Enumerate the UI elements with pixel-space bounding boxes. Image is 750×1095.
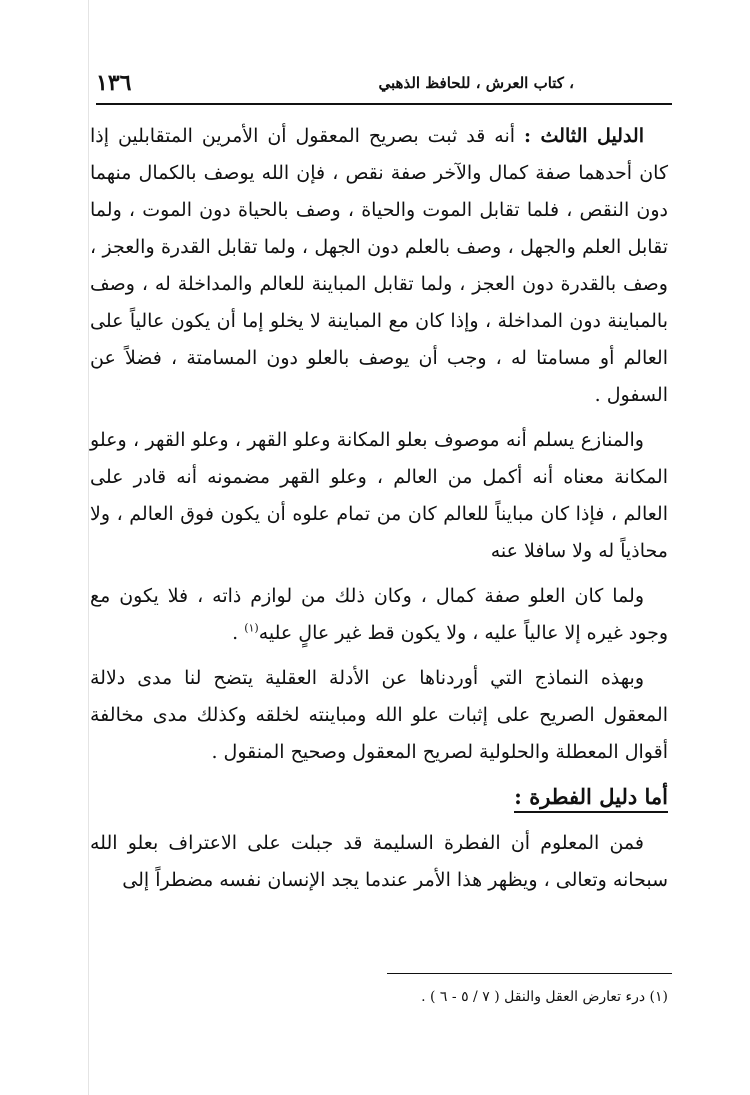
page-header bbox=[96, 70, 670, 98]
footnote-ref: (١) bbox=[244, 621, 259, 635]
paragraph-summary bbox=[90, 660, 668, 771]
paragraph-opponent bbox=[90, 422, 668, 570]
paragraph-lead: الدليل الثالث : bbox=[523, 125, 645, 147]
header-rule bbox=[96, 103, 672, 105]
paragraph-third-proof bbox=[90, 118, 668, 414]
paragraph-end: . bbox=[232, 622, 245, 644]
section-title-text: أما دليل الفطرة : bbox=[514, 784, 668, 813]
footnote: (١) درء تعارض العقل والنقل ( ٧ / ٥ - ٦ ) . bbox=[421, 989, 668, 1005]
section-title bbox=[90, 779, 668, 815]
page-number: ١٣٦ bbox=[96, 70, 132, 96]
body-text bbox=[90, 118, 668, 907]
scan-edge bbox=[88, 0, 89, 1095]
paragraph-highness bbox=[90, 578, 668, 652]
paragraph-text: فمن المعلوم أن الفطرة السليمة قد جبلت على الاعتراف بعلو الله سبحانه وتعالى ، ويظهر هذا الأمر عندما يجد الإنسان نفسه مضطراً إلى bbox=[90, 832, 668, 891]
paragraph-text: والمنازع يسلم أنه موصوف بعلو المكانة وعلو القهر ، وعلو القهر ، وعلو المكانة معناه أنه أكمل من العالم ، وعلو القهر مضمونه أنه قادر على العالم ، فإذا كان مبايناً للعالم كان من تمام علوه أن يكون فوق العالم ، ولا محاذياً له ولا سافلا عنه bbox=[90, 429, 668, 562]
paragraph-text: ولما كان العلو صفة كمال ، وكان ذلك من لوازم ذاته ، فلا يكون مع وجود غيره إلا عالياً عليه ، ولا يكون قط غير عالٍ عليه bbox=[90, 585, 668, 644]
paragraph-text: أنه قد ثبت بصريح المعقول أن الأمرين المتقابلين إذا كان أحدهما صفة كمال والآخر صفة نقص ، فإن الله يوصف بالكمال منهما دون النقص ، فلما تقابل الموت والحياة ، وصف بالحياة دون الموت ، ولما تقابل العلم والجهل ، وصف بالعلم دون الجهل ، ولما تقابل القدرة والعجز ، وصف بالقدرة دون العجز ، ولما تقابل المباينة للعالم والمداخلة له ، وصف بالمباينة دون المداخلة ، وإذا كان مع المباينة لا يخلو إما أن يكون عالياً على العالم أو مسامتا له ، وجب أن يوصف بالعلو دون المسامتة ، فضلاً عن السفول . bbox=[90, 125, 668, 406]
paragraph-fitra bbox=[90, 825, 668, 899]
footnote-rule bbox=[387, 973, 672, 974]
running-title: ، كتاب العرش ، للحافظ الذهبي bbox=[378, 74, 574, 92]
paragraph-text: وبهذه النماذج التي أوردناها عن الأدلة العقلية يتضح لنا مدى دلالة المعقول الصريح على إثبات علو الله ومباينته لخلقه وكذلك مدى مخالفة أقوال المعطلة والحلولية لصريح المعقول وصحيح المنقول . bbox=[90, 667, 668, 763]
